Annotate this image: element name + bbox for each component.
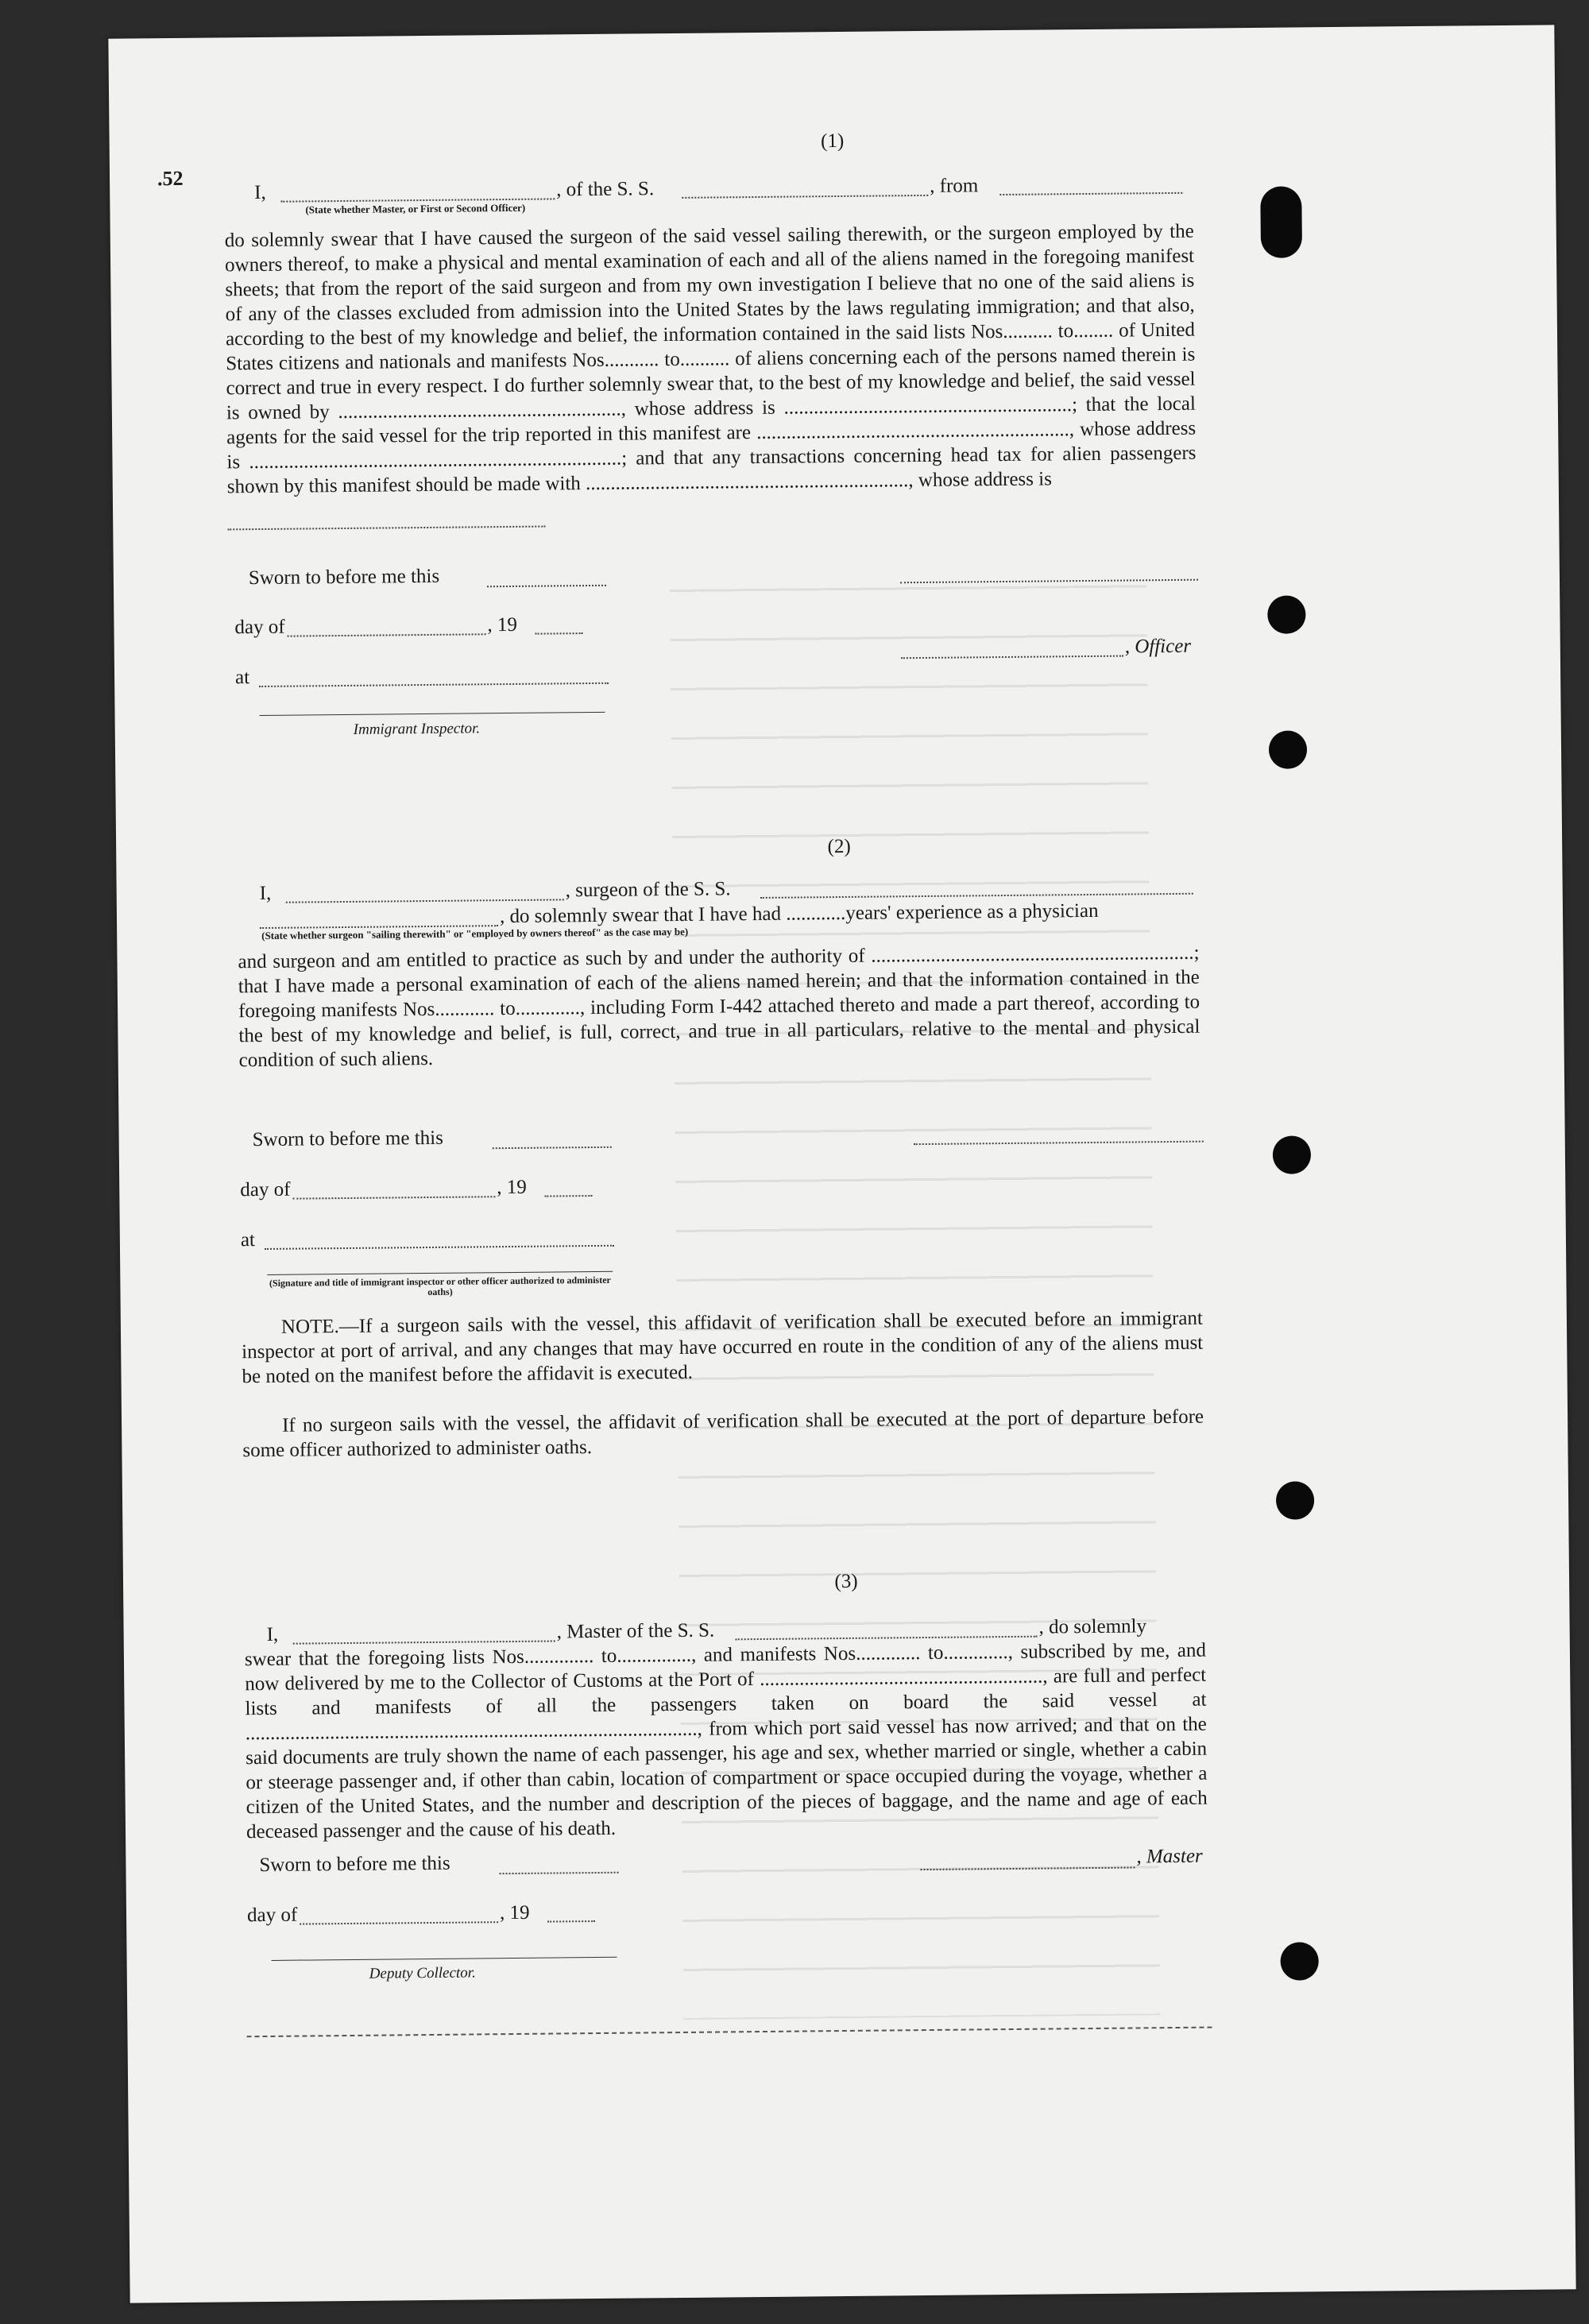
bottom-rule	[246, 2027, 1212, 2038]
section1-at: at	[234, 667, 250, 689]
section3-sworn-blank	[499, 1856, 618, 1874]
form-page	[108, 25, 1575, 2303]
section1-address-blank	[227, 510, 545, 531]
section2-line-i: I,	[259, 882, 272, 905]
section2-day-of: day of	[240, 1178, 291, 1201]
punch-hole-top	[1260, 186, 1302, 257]
section1-sworn-blank	[487, 569, 606, 587]
section3-line-master: , Master of the S. S.	[556, 1619, 715, 1643]
section2-at-blank	[265, 1229, 614, 1250]
section3-master: , Master	[1136, 1845, 1203, 1868]
punch-hole-2	[1269, 730, 1307, 768]
section1-signature-blank	[900, 563, 1198, 584]
section2-body: and surgeon and am entitled to practice as such by and under the authority of .................................................................; that I have made a personal examination of each of the aliens named herein; and that the information contained in the foregoing manifests Nos............ to............., including Form I-442 attached thereto and made a part thereof, according to the best of my knowledge and belief, is full, correct, and true in all particulars, relative to the mental and physical condition of such aliens.	[238, 942, 1200, 1072]
section2-note1: NOTE.—If a surgeon sails with the vessel, this affidavit of verification shall be executed before an immigrant inspector at port of arrival, and any changes that may have occurred en route in the condition of any of the aliens must be noted on the manifest before the affidavit is executed.	[242, 1307, 1204, 1388]
section1-inspector: Immigrant Inspector.	[353, 720, 481, 738]
section3-year: , 19	[499, 1901, 530, 1924]
punch-hole-3	[1273, 1135, 1311, 1174]
section1-officer: , Officer	[1124, 635, 1192, 658]
bleed-through-texture	[670, 585, 1160, 2020]
section1-officer-note: (State whether Master, or First or Second Officer)	[305, 201, 526, 216]
section1-officer-blank	[280, 182, 555, 202]
section3-day-blank	[300, 1905, 498, 1924]
section2-note: (State whether surgeon "sailing therewith" or "employed by owners thereof" as the case may be)	[261, 925, 689, 942]
section2-line-surgeon: , surgeon of the S. S.	[565, 878, 731, 902]
section3-master-blank	[293, 1624, 555, 1644]
section1-number: (1)	[820, 130, 845, 153]
section2-sworn-blank	[493, 1131, 612, 1149]
section1-year-blank	[535, 617, 582, 635]
section3-day-of: day of	[246, 1904, 298, 1927]
section1-line-from: , from	[930, 175, 979, 197]
section2-surgeon-blank	[286, 883, 564, 903]
section3-collector: Deputy Collector.	[369, 1964, 476, 1982]
section1-from-blank	[999, 176, 1182, 195]
section2-number: (2)	[827, 835, 851, 858]
section1-sworn: Sworn to before me this	[248, 565, 440, 590]
section3-collector-line	[272, 1957, 617, 1961]
section1-line-ss: , of the S. S.	[556, 178, 655, 201]
section2-swear-blank	[260, 909, 498, 929]
section2-at: at	[240, 1229, 256, 1251]
section1-line-i: I,	[254, 181, 266, 204]
section1-body: do solemnly swear that I have caused the surgeon of the said vessel sailing therewith, or the surgeon employed by the owners thereof, to make a physical and mental examination of each and all of the aliens named in the foregoing manifest sheets; that from the report of the said surgeon and from my own investigation I believe that no one of the said aliens is of any of the classes excluded from admission into the United States by the laws regulating immigration; and that also, according to the best of my knowledge and belief, the information contained in the said lists Nos.......... to........ of United States citizens and nationals and manifests Nos........... to.......... of aliens concerning each of the persons named therein is correct and true in every respect. I do further solemnly swear that, to the best of my knowledge and belief, the said vessel is owned by ........................................................., whose address is ..........................................................; that the local agents for the said vessel for the trip reported in this manifest are ..............................................................., whose address is ...........................................................................; and that any transactions concerning head tax for alien passengers shown by this manifest should be made with ................................................................., whose address is	[224, 220, 1197, 498]
section3-sworn: Sworn to before me this	[259, 1852, 450, 1877]
section1-day-of: day of	[234, 616, 285, 639]
punch-hole-1	[1267, 595, 1305, 633]
punch-hole-4	[1276, 1481, 1314, 1519]
punch-hole-5	[1280, 1942, 1318, 1980]
section2-day-blank	[292, 1180, 495, 1199]
section2-year-blank	[544, 1179, 592, 1197]
section3-body: swear that the foregoing lists Nos.............. to..............., and manifests Nos............. to............., subscribed by me, and now delivered by me to the Collector of Customs at the Port of ........................................................., are full and perfect lists and manifests of all the passengers taken on board the said vessel at ..........................................................................................., from which port said vessel has now arrived; and that on the said documents are truly shown the name of each passenger, his age and sex, whether married or single, whether a cabin or steerage passenger and, if other than cabin, location of compartment or space occupied during the voyage, whether a citizen of the United States, and the number and description of the pieces of baggage, and the name and age of each deceased passenger and the cause of his death.	[244, 1639, 1208, 1843]
section2-line-swear: , do solemnly swear that I have had ............years' experience as a physician	[499, 899, 1099, 928]
section1-year: , 19	[487, 613, 518, 636]
section1-inspector-line	[260, 712, 605, 716]
section2-signature-note: (Signature and title of immigrant inspector or other officer authorized to administer oaths)	[269, 1274, 611, 1298]
section1-day-blank	[287, 617, 485, 636]
section2-sworn: Sworn to before me this	[252, 1127, 444, 1151]
section2-year: , 19	[497, 1176, 527, 1199]
section3-year-blank	[547, 1904, 595, 1923]
section2-note2: If no surgeon sails with the vessel, the affidavit of verification shall be executed at the port of departure before some officer authorized to administer oaths.	[242, 1406, 1204, 1462]
section3-line-i: I,	[266, 1623, 279, 1645]
section1-at-blank	[259, 667, 609, 687]
section3-number: (3)	[834, 1570, 858, 1593]
page-number: .52	[157, 166, 184, 191]
section3-line-swear: , do solemnly	[1038, 1615, 1147, 1638]
section1-ship-blank	[682, 179, 928, 199]
